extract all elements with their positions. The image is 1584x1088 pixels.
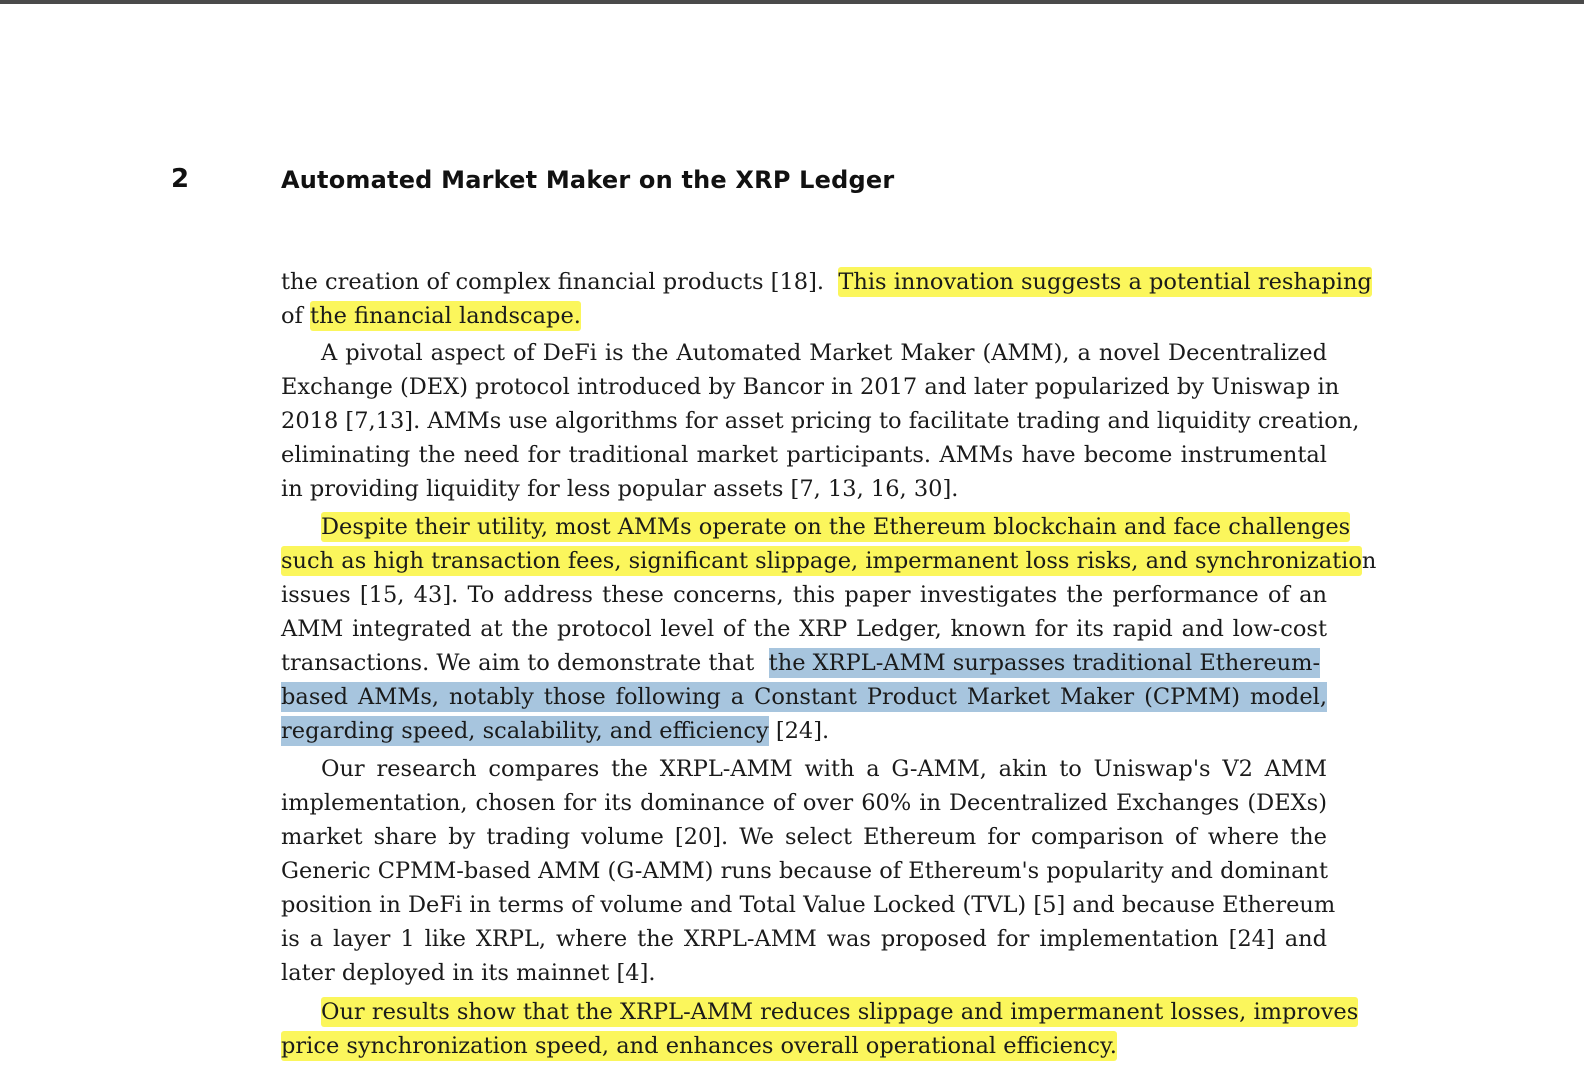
text-line: A pivotal aspect of DeFi is the Automated Market Maker (AMM), a novel Decentralized — [321, 340, 1327, 366]
highlight-yellow: This innovation suggests a potential reshaping — [838, 269, 1372, 295]
text-line — [281, 544, 1376, 578]
text-line — [321, 510, 1351, 544]
text-line: eliminating the need for traditional market participants. AMMs have become instrumental — [281, 442, 1327, 468]
text-line — [281, 299, 581, 333]
text-line: position in DeFi in terms of volume and Total Value Locked (TVL) [5] and because Ethereum — [281, 892, 1336, 918]
highlight-yellow: price synchronization speed, and enhances overall operational efficiency. — [281, 1033, 1117, 1059]
text-span: [24]. — [775, 718, 830, 744]
text-line: later deployed in its mainnet [4]. — [281, 960, 656, 986]
text-line: implementation, chosen for its dominance of over 60% in Decentralized Exchanges (DEXs) — [281, 790, 1327, 816]
text-span: of — [281, 303, 303, 329]
text-span: the creation of complex financial products [18]. — [281, 269, 825, 295]
text-line — [281, 1029, 1117, 1063]
text-line: is a layer 1 like XRPL, where the XRPL-AMM was proposed for implementation [24] and — [281, 926, 1327, 952]
text-line — [281, 680, 1327, 714]
window-top-border — [0, 0, 1584, 4]
text-line: AMM integrated at the protocol level of the XRP Ledger, known for its rapid and low-cost — [281, 616, 1327, 642]
text-line — [281, 265, 1372, 299]
text-line: in providing liquidity for less popular assets [7, 13, 16, 30]. — [281, 476, 959, 502]
text-line: Generic CPMM-based AMM (G-AMM) runs because of Ethereum's popularity and dominant — [281, 858, 1329, 884]
highlight-yellow: the financial landscape. — [310, 303, 581, 329]
text-span: n — [1361, 548, 1377, 574]
text-line: Our research compares the XRPL-AMM with a G-AMM, akin to Uniswap's V2 AMM — [321, 756, 1327, 782]
text-line: market share by trading volume [20]. We select Ethereum for comparison of where the — [281, 824, 1327, 850]
text-line: Exchange (DEX) protocol introduced by Bancor in 2017 and later popularized by Uniswap in — [281, 374, 1340, 400]
running-title: Automated Market Maker on the XRP Ledger — [281, 166, 895, 194]
text-line: issues [15, 43]. To address these concerns, this paper investigates the performance of an — [281, 582, 1327, 608]
highlight-yellow: such as high transaction fees, significant slippage, impermanent loss risks, and synchronizatio — [281, 548, 1362, 574]
text-line — [321, 995, 1359, 1029]
text-span: transactions. We aim to demonstrate that — [281, 650, 755, 676]
page-number: 2 — [171, 164, 190, 194]
highlight-yellow: Despite their utility, most AMMs operate on the Ethereum blockchain and face challenges — [321, 514, 1351, 540]
highlight-blue: regarding speed, scalability, and efficiency — [281, 718, 769, 744]
highlight-blue: the XRPL-AMM surpasses traditional Ethereum- — [768, 650, 1321, 676]
text-line — [281, 714, 829, 748]
highlight-blue: based AMMs, notably those following a Constant Product Market Maker (CPMM) model, — [281, 684, 1327, 710]
text-line: 2018 [7,13]. AMMs use algorithms for asset pricing to facilitate trading and liquidity creation, — [281, 408, 1360, 434]
highlight-yellow: Our results show that the XRPL-AMM reduces slippage and impermanent losses, improves — [321, 999, 1359, 1025]
text-line — [281, 646, 1320, 680]
